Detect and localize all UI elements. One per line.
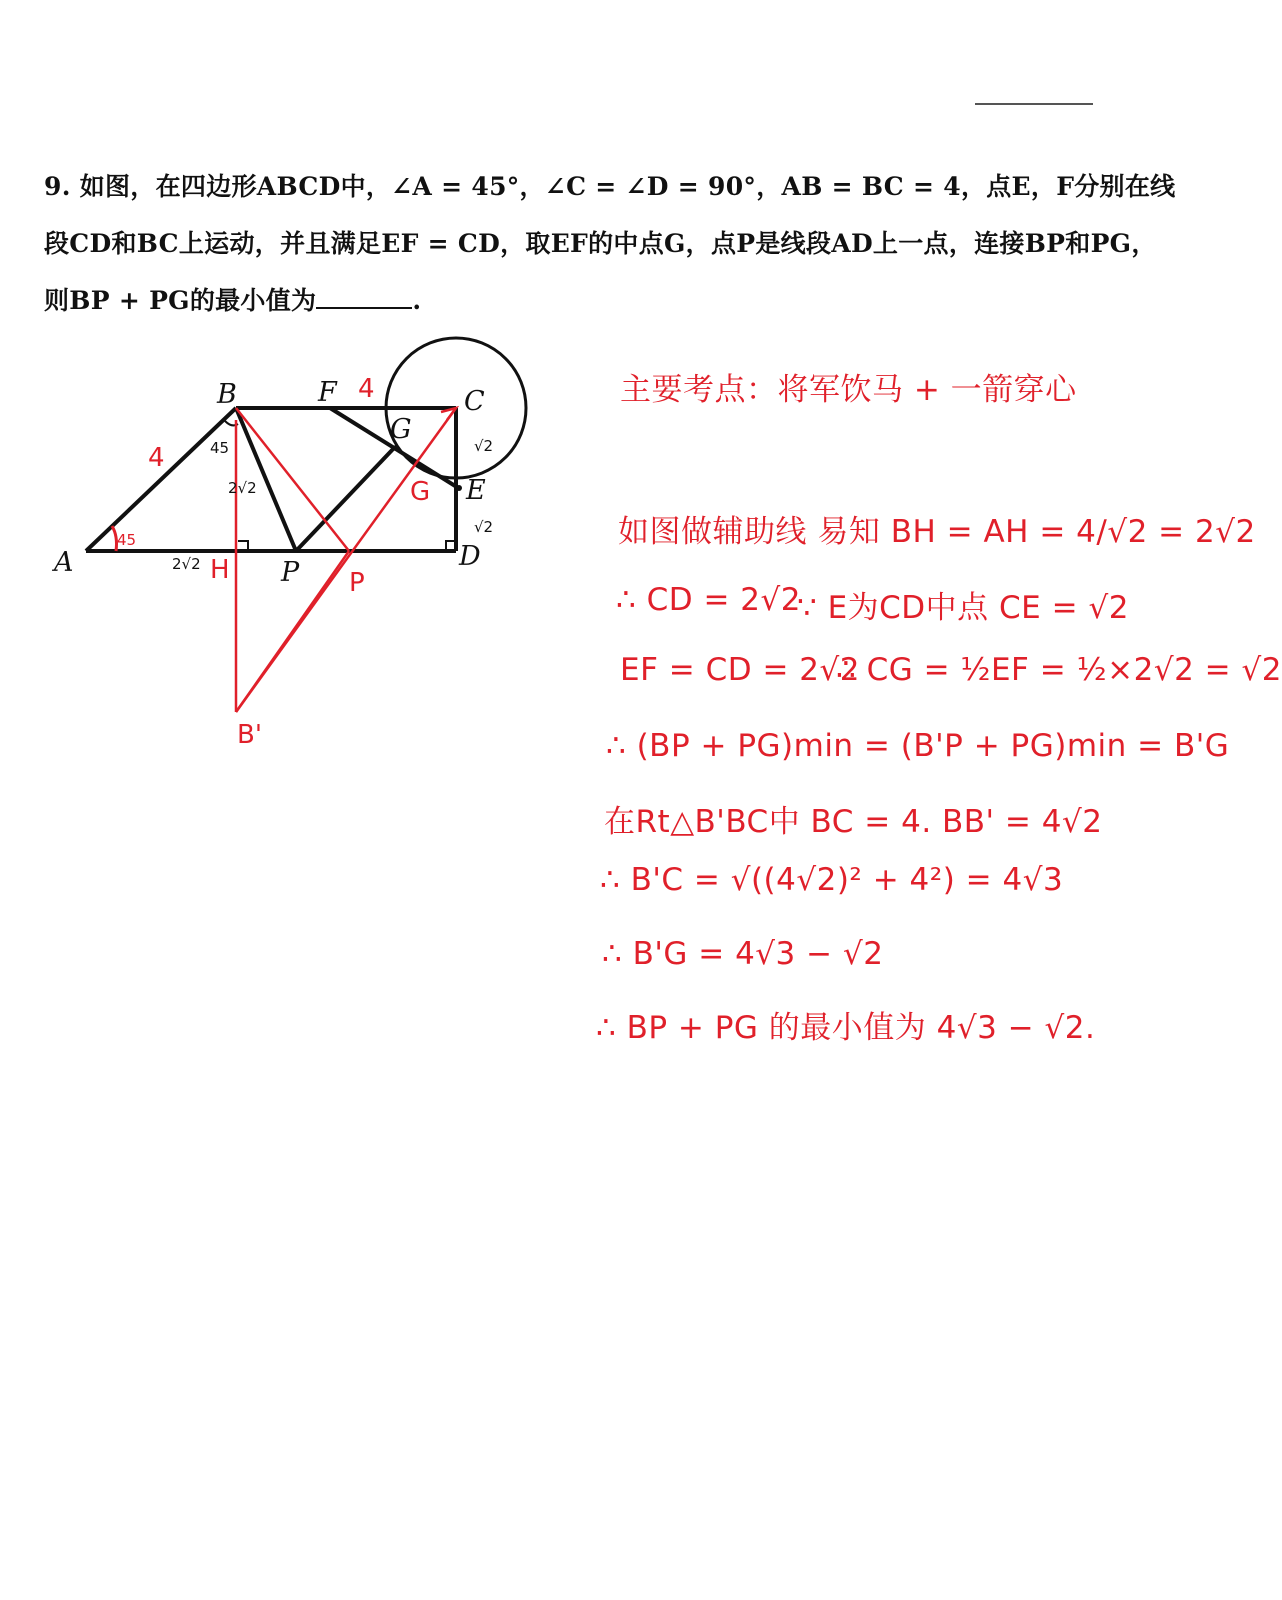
annotation-ce: √2: [474, 437, 494, 455]
annotation-ab-length: 4: [148, 443, 165, 473]
solution-key-points: 主要考点：将军饮马 + 一箭穿心: [620, 372, 1077, 408]
annotation-ah: 2√2: [172, 555, 201, 573]
solution-step-4: ∴ (BP + PG)min = (B'P + PG)min = B'G: [606, 728, 1230, 764]
geometry-figure: [0, 330, 560, 760]
label-e: E: [466, 475, 486, 506]
annotation-angle-b: 45: [210, 439, 230, 457]
label-p2: P: [349, 568, 365, 598]
label-d: D: [459, 541, 481, 572]
label-h: H: [210, 555, 230, 585]
label-g2: G: [410, 477, 431, 507]
annotation-bc-length: 4: [358, 374, 375, 404]
solution-step-1: 如图做辅助线 易知 BH = AH = 4/√2 = 2√2: [618, 514, 1256, 550]
problem-line-2: 段CD和BC上运动，并且满足EF = CD，取EF的中点G，点P是线段AD上一点，连接BP和PG，: [44, 229, 1157, 258]
solution-step-8: ∴ BP + PG 的最小值为 4√3 − √2.: [596, 1010, 1096, 1046]
segment-pg: [296, 447, 395, 551]
annotation-ed: √2: [474, 518, 494, 536]
label-b-prime: B': [237, 720, 262, 750]
solution-step-5: 在Rt△B'BC中 BC = 4. BB' = 4√2: [604, 804, 1103, 840]
point-g-dot: [393, 445, 399, 451]
problem-line-3: [44, 272, 1184, 329]
solution-step-2b: ∵ E为CD中点 CE = √2: [797, 590, 1129, 626]
answer-blank: [316, 283, 412, 309]
angle-arc-a: [112, 526, 117, 551]
header-rule: [975, 103, 1093, 105]
solution-step-3b: ∴ CG = ½EF = ½×2√2 = √2: [836, 652, 1282, 688]
label-a: A: [54, 547, 74, 578]
solution-step-2a: ∴ CD = 2√2: [616, 582, 801, 618]
label-p: P: [281, 557, 300, 588]
problem-line-3-text: 则BP + PG的最小值为: [44, 286, 317, 315]
solution-step-7: ∴ B'G = 4√3 − √2: [602, 936, 884, 972]
annotation-bh: 2√2: [228, 479, 257, 497]
point-e-dot: [456, 485, 462, 491]
problem-text: [44, 158, 1184, 329]
solution-step-6: ∴ B'C = √((4√2)² + 4²) = 4√3: [600, 862, 1064, 898]
label-c: C: [464, 386, 485, 417]
label-g: G: [390, 414, 412, 445]
annotation-angle-a: 45: [117, 531, 137, 549]
label-f: F: [318, 377, 337, 408]
red-constructions: [236, 408, 456, 712]
problem-line-3-end: .: [412, 286, 422, 315]
problem-line-1: 9. 如图，在四边形ABCD中，∠A = 45°，∠C = ∠D = 90°，AB = BC = 4，点E，F分别在线: [44, 172, 1176, 201]
solution-step-3a: EF = CD = 2√2: [620, 652, 860, 688]
label-b: B: [217, 379, 237, 410]
